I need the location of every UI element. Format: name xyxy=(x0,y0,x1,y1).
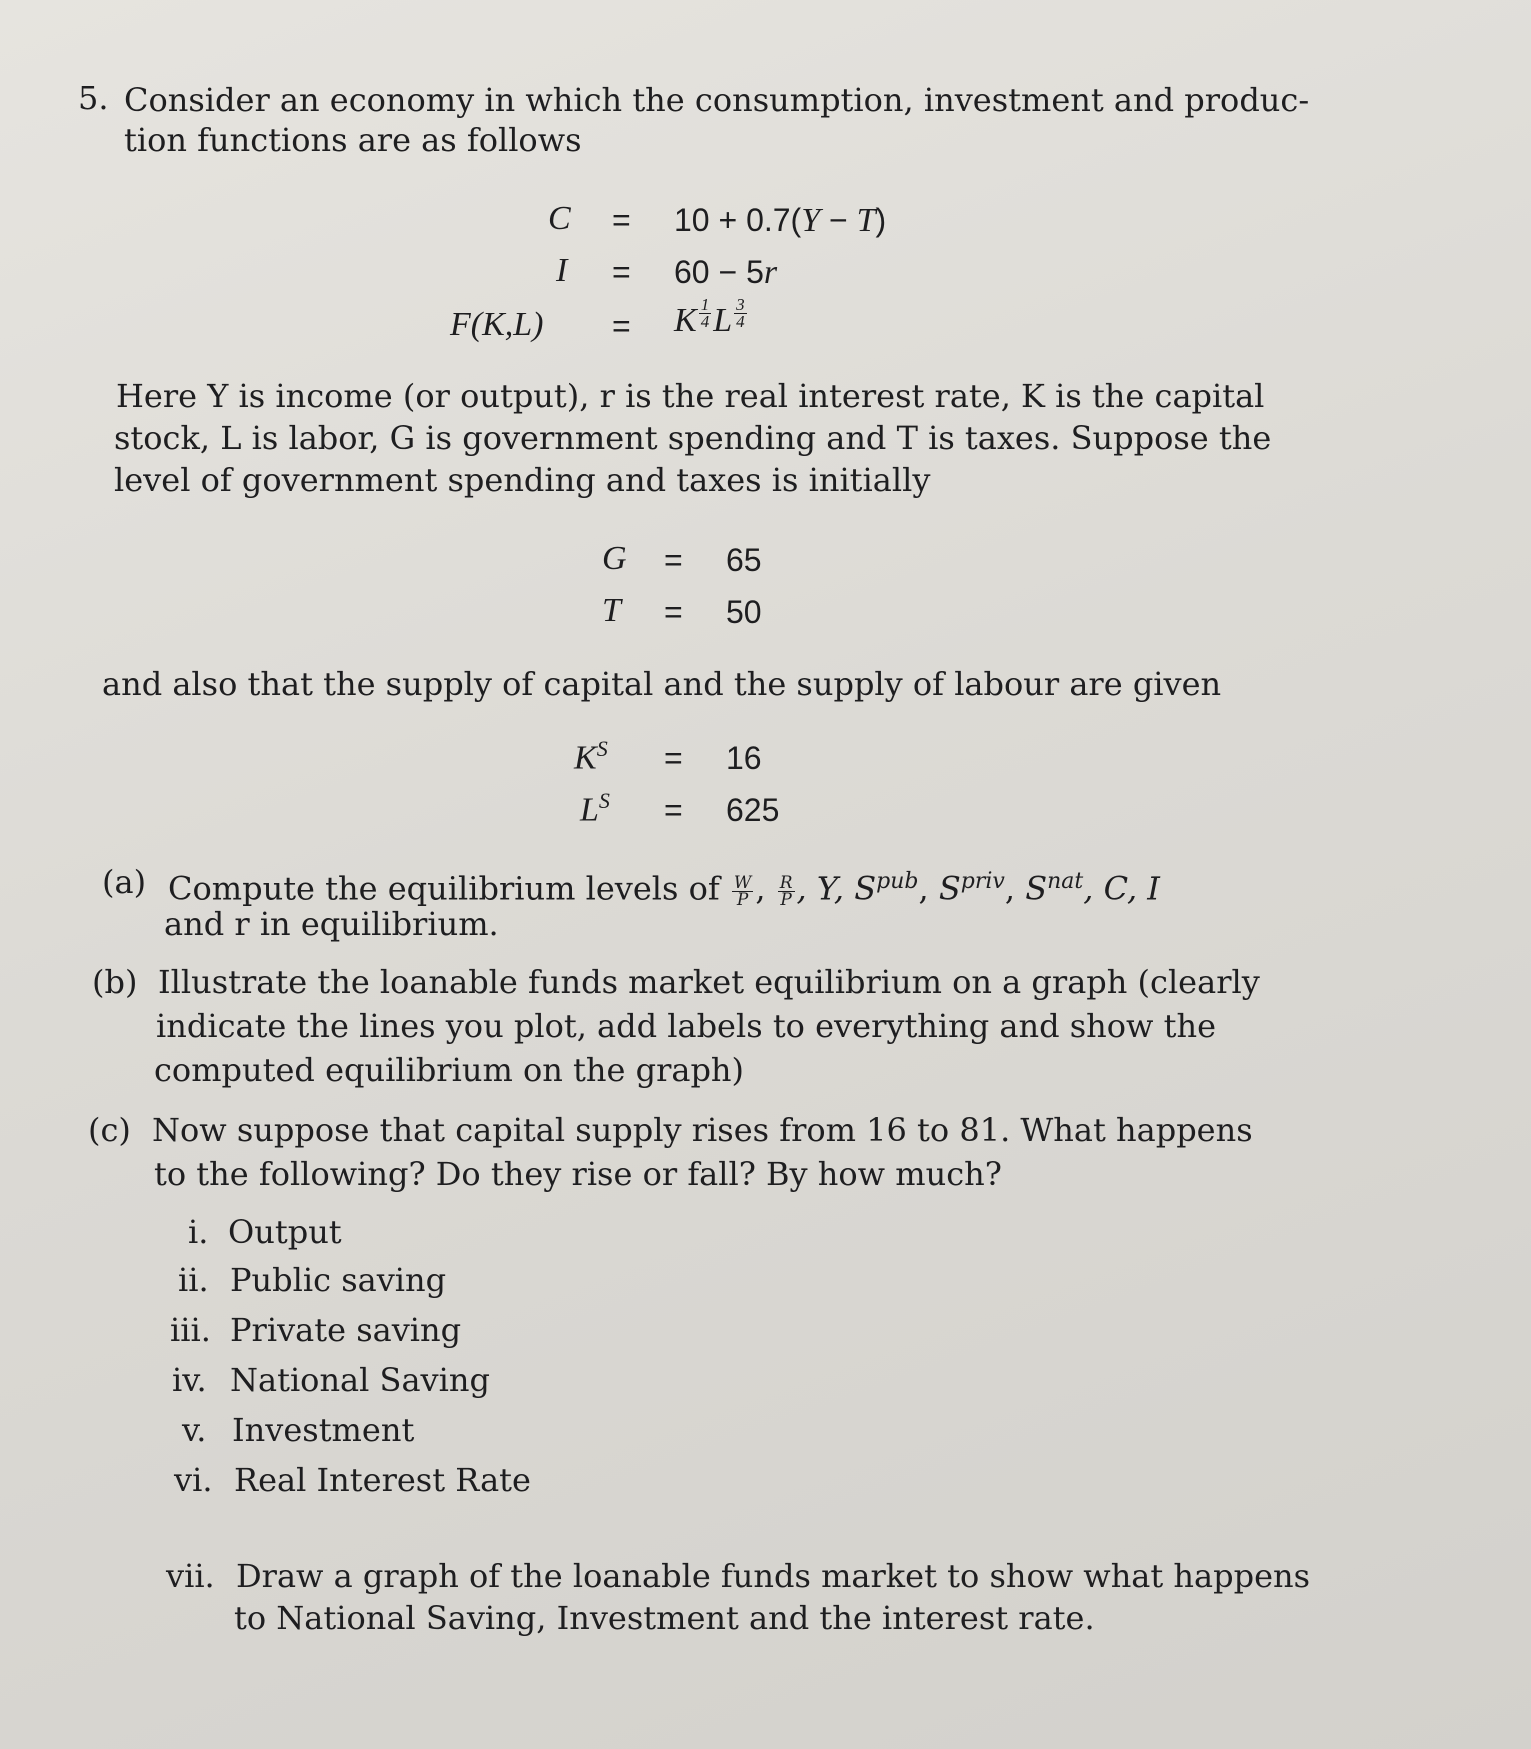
eq-ls-equals: = xyxy=(664,792,683,828)
part-c-label: (c) xyxy=(88,1111,131,1149)
item-ii-text: Public saving xyxy=(230,1261,447,1299)
description-line-1: Here Y is income (or output), r is the real interest rate, K is the capital xyxy=(116,377,1265,415)
part-b-line-2: indicate the lines you plot, add labels to everything and show the xyxy=(156,1007,1217,1045)
part-a-line-2: and r in equilibrium. xyxy=(164,905,499,943)
item-iv-num: iv. xyxy=(172,1361,207,1399)
eq-t-equals: = xyxy=(664,594,683,630)
intro-line-1: Consider an economy in which the consumption, investment and produc- xyxy=(124,81,1310,119)
eq-ks-value: 16 xyxy=(726,740,762,776)
item-iv-text: National Saving xyxy=(230,1361,490,1399)
item-ii-num: ii. xyxy=(178,1261,209,1299)
part-c-line-2: to the following? Do they rise or fall? By how much? xyxy=(154,1155,1002,1193)
description-line-2: stock, L is labor, G is government spending and T is taxes. Suppose the xyxy=(114,419,1272,457)
item-iii-text: Private saving xyxy=(230,1311,462,1349)
part-b-label: (b) xyxy=(92,963,138,1001)
item-vii-num: vii. xyxy=(166,1557,215,1595)
eq-ks-equals: = xyxy=(664,740,683,776)
item-i-text: Output xyxy=(228,1213,342,1251)
eq-f-lhs: F(K,L) xyxy=(450,306,544,343)
eq-t-lhs: T xyxy=(602,592,621,629)
part-c-line-1: Now suppose that capital supply rises from 16 to 81. What happens xyxy=(152,1111,1253,1149)
supply-intro: and also that the supply of capital and the supply of labour are given xyxy=(102,665,1222,703)
eq-i-equals: = xyxy=(612,254,631,290)
eq-ls-lhs: $L^S$ xyxy=(580,788,610,829)
eq-t-value: 50 xyxy=(726,594,762,630)
eq-c-equals: = xyxy=(612,202,631,238)
eq-f-rhs: K $\frac{1}{4}$ L $\frac{3}{4}$ xyxy=(674,294,745,339)
eq-f-equals: = xyxy=(612,308,631,344)
eq-g-value: 65 xyxy=(726,542,762,578)
part-b-line-1: Illustrate the loanable funds market equilibrium on a graph (clearly xyxy=(158,963,1260,1001)
item-vi-num: vi. xyxy=(174,1461,213,1499)
eq-g-lhs: G xyxy=(602,540,627,577)
problem-number: 5. xyxy=(78,79,109,117)
eq-c-lhs: C xyxy=(548,200,571,237)
eq-c-rhs: 10 + 0.7(Y − T) xyxy=(674,202,887,239)
part-a-line-1: Compute the equilibrium levels of $\frac{W}{P}$ , $\frac{R}{P}$ , Y, $S^{pub}$, $S^{priv}$, $S^{nat}$, C, I xyxy=(168,869,1160,910)
part-b-line-3: computed equilibrium on the graph) xyxy=(154,1051,745,1089)
description-line-3: level of government spending and taxes is initially xyxy=(114,461,931,499)
eq-i-rhs: 60 − 5r xyxy=(674,254,778,291)
eq-ls-value: 625 xyxy=(726,792,780,828)
item-i-num: i. xyxy=(188,1213,209,1251)
part-a-label: (a) xyxy=(102,863,147,901)
eq-g-equals: = xyxy=(664,542,683,578)
intro-line-2: tion functions are as follows xyxy=(124,121,582,159)
item-v-num: v. xyxy=(182,1411,207,1449)
eq-ks-lhs: $K^S$ xyxy=(574,736,608,777)
item-vii-line-2: to National Saving, Investment and the interest rate. xyxy=(234,1599,1095,1637)
eq-i-lhs: I xyxy=(556,252,568,289)
item-vi-text: Real Interest Rate xyxy=(234,1461,531,1499)
item-v-text: Investment xyxy=(232,1411,415,1449)
item-vii-line-1: Draw a graph of the loanable funds market to show what happens xyxy=(236,1557,1311,1595)
item-iii-num: iii. xyxy=(170,1311,211,1349)
